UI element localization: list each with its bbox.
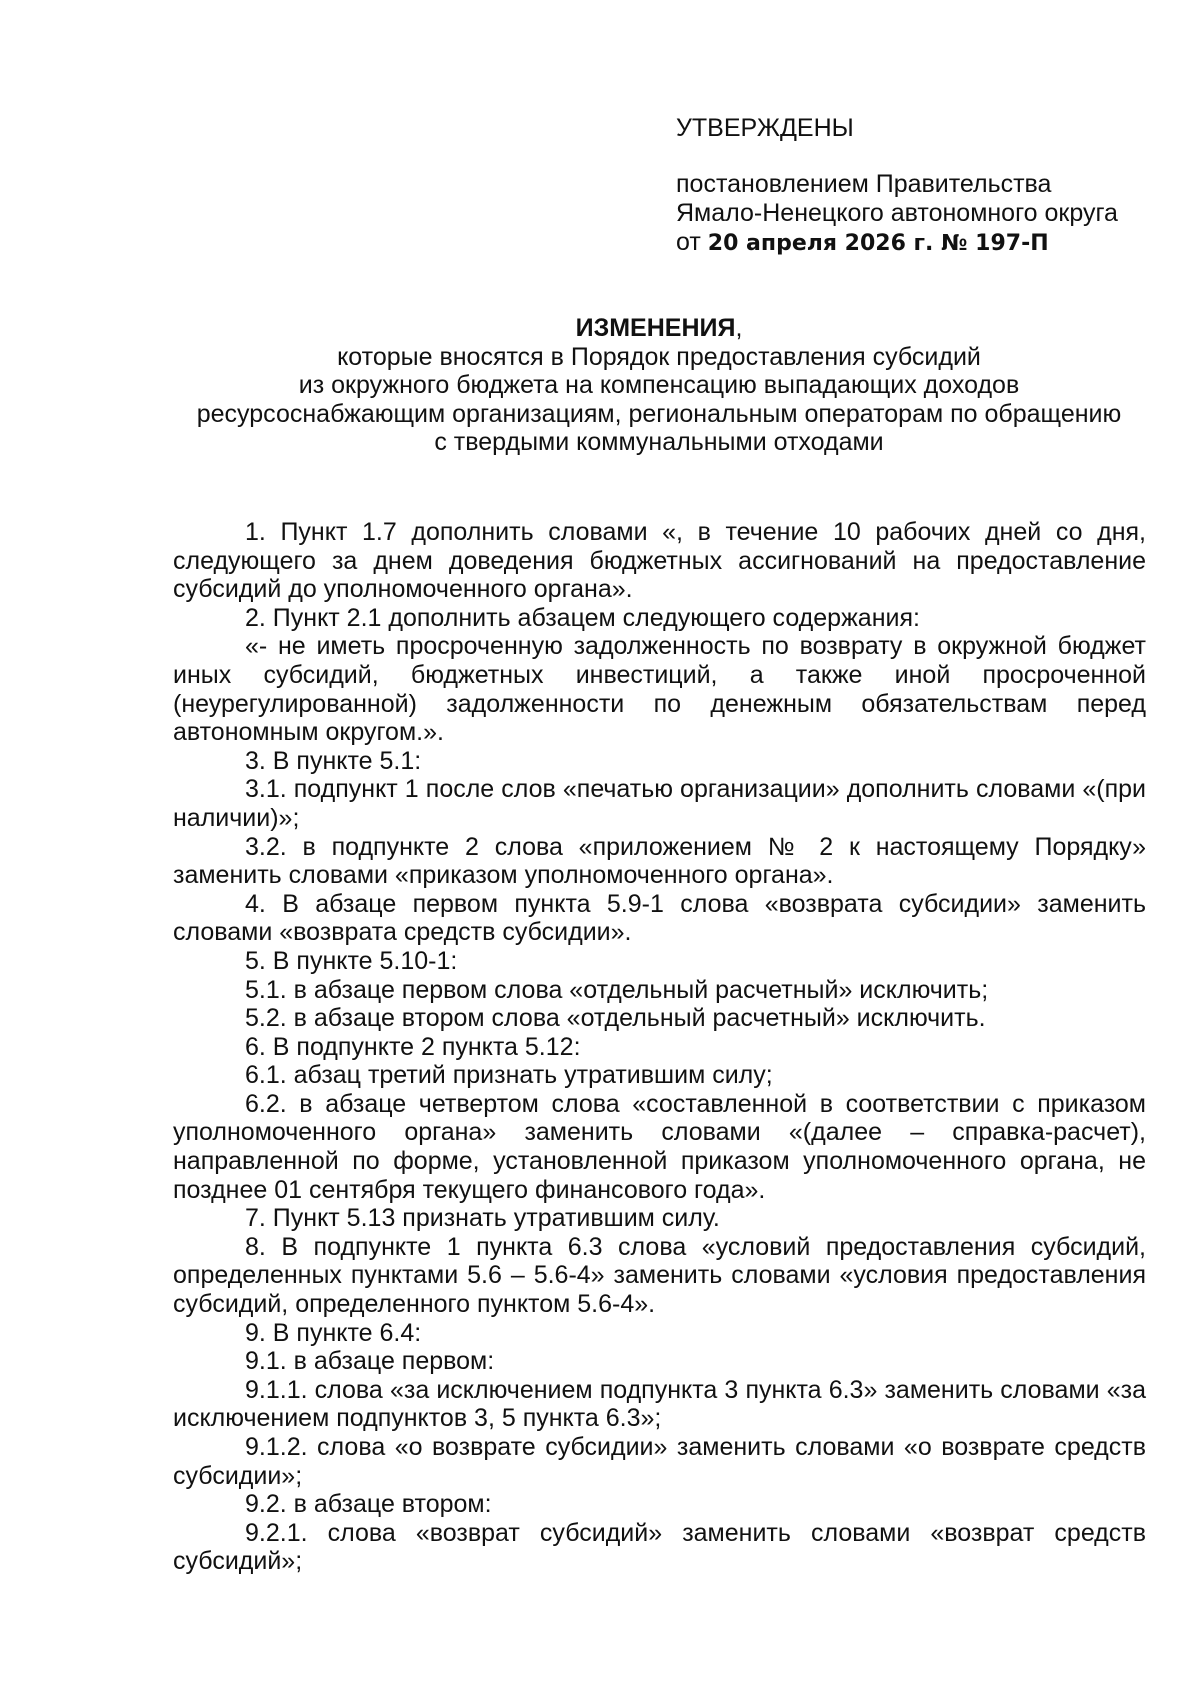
paragraph-1: 1. Пункт 1.7 дополнить словами «, в течение 10 рабочих дней со дня, следующего за днем доведения бюджетных ассигнований на предоставление субсидий до уполномоченного органа».: [173, 518, 1146, 604]
document-title: ИЗМЕНЕНИЯ: [575, 314, 736, 342]
paragraph-9-1-2: 9.1.2. слова «о возврате субсидии» заменить словами «о возврате средств субсидии»;: [173, 1433, 1146, 1490]
heading-line-3: ресурсоснабжающим организациям, региональным операторам по обращению: [196, 399, 1122, 428]
approval-date-number: 20 апреля 2026 г. № 197-П: [707, 231, 1049, 256]
paragraph-3-2: 3.2. в подпункте 2 слова «приложением № 2 к настоящему Порядку» заменить словами «приказом уполномоченного органа».: [173, 832, 1146, 890]
paragraph-2-quote: «- не иметь просроченную задолженность по возврату в окружной бюджет иных субсидий, бюджетных инвестиций, а также иной просроченной (неурегулированной) задолженности по денежным обязательствам перед автономным округом.».: [173, 632, 1146, 747]
document-title-line: [160, 314, 1158, 343]
approval-date-line: [676, 228, 1176, 258]
paragraph-3-1: 3.1. подпункт 1 после слов «печатью организации» дополнить словами «(при наличии)»;: [173, 775, 1146, 832]
paragraph-8: 8. В подпункте 1 пункта 6.3 слова «условий предоставления субсидий, определенных пунктами 5.6 – 5.6-4» заменить словами «условия предоставления субсидий, определенного пунктом 5.6-4».: [173, 1232, 1146, 1319]
paragraph-9: 9. В пункте 6.4:: [245, 1318, 422, 1347]
approval-date-prefix: от: [676, 228, 701, 256]
paragraph-9-2: 9.2. в абзаце втором:: [245, 1490, 492, 1519]
approval-line-1: постановлением Правительства: [676, 170, 1052, 198]
paragraph-7: 7. Пункт 5.13 признать утратившим силу.: [245, 1204, 720, 1233]
paragraph-5-2: 5.2. в абзаце втором слова «отдельный расчетный» исключить.: [245, 1004, 986, 1033]
paragraph-6-2: 6.2. в абзаце четвертом слова «составленной в соответствии с приказом уполномоченного органа» заменить словами «(далее – справка-расчет), направленной по форме, установленной приказом уполномоченного органа, не позднее 01 сентября текущего финансового года».: [173, 1089, 1146, 1204]
paragraph-2: 2. Пункт 2.1 дополнить абзацем следующего содержания:: [245, 603, 920, 632]
document-heading: [160, 314, 1158, 457]
approval-line-2: Ямало-Ненецкого автономного округа: [676, 199, 1118, 227]
document-title-comma: ,: [735, 314, 743, 342]
paragraph-3: 3. В пункте 5.1:: [245, 746, 422, 775]
paragraph-6: 6. В подпункте 2 пункта 5.12:: [245, 1032, 581, 1061]
document-body: [173, 518, 1146, 1576]
paragraph-5: 5. В пункте 5.10-1:: [245, 946, 458, 975]
paragraph-5-1: 5.1. в абзаце первом слова «отдельный расчетный» исключить;: [245, 975, 989, 1004]
paragraph-9-1: 9.1. в абзаце первом:: [245, 1347, 495, 1376]
heading-line-2: из окружного бюджета на компенсацию выпадающих доходов: [298, 371, 1020, 399]
heading-line-1: которые вносятся в Порядок предоставления субсидий: [337, 342, 981, 371]
paragraph-9-1-1: 9.1.1. слова «за исключением подпункта 3 пункта 6.3» заменить словами «за исключением подпунктов 3, 5 пункта 6.3»;: [173, 1375, 1146, 1433]
heading-line-4: с твердыми коммунальными отходами: [434, 428, 884, 456]
paragraph-6-1: 6.1. абзац третий признать утратившим силу;: [245, 1061, 773, 1090]
approved-label: УТВЕРЖДЕНЫ: [676, 114, 854, 142]
paragraph-9-2-1: 9.2.1. слова «возврат субсидий» заменить словами «возврат средств субсидий»;: [173, 1518, 1146, 1576]
paragraph-4: 4. В абзаце первом пункта 5.9-1 слова «возврата субсидии» заменить словами «возврата средств субсидии».: [173, 889, 1146, 947]
approval-block: [676, 114, 1176, 258]
